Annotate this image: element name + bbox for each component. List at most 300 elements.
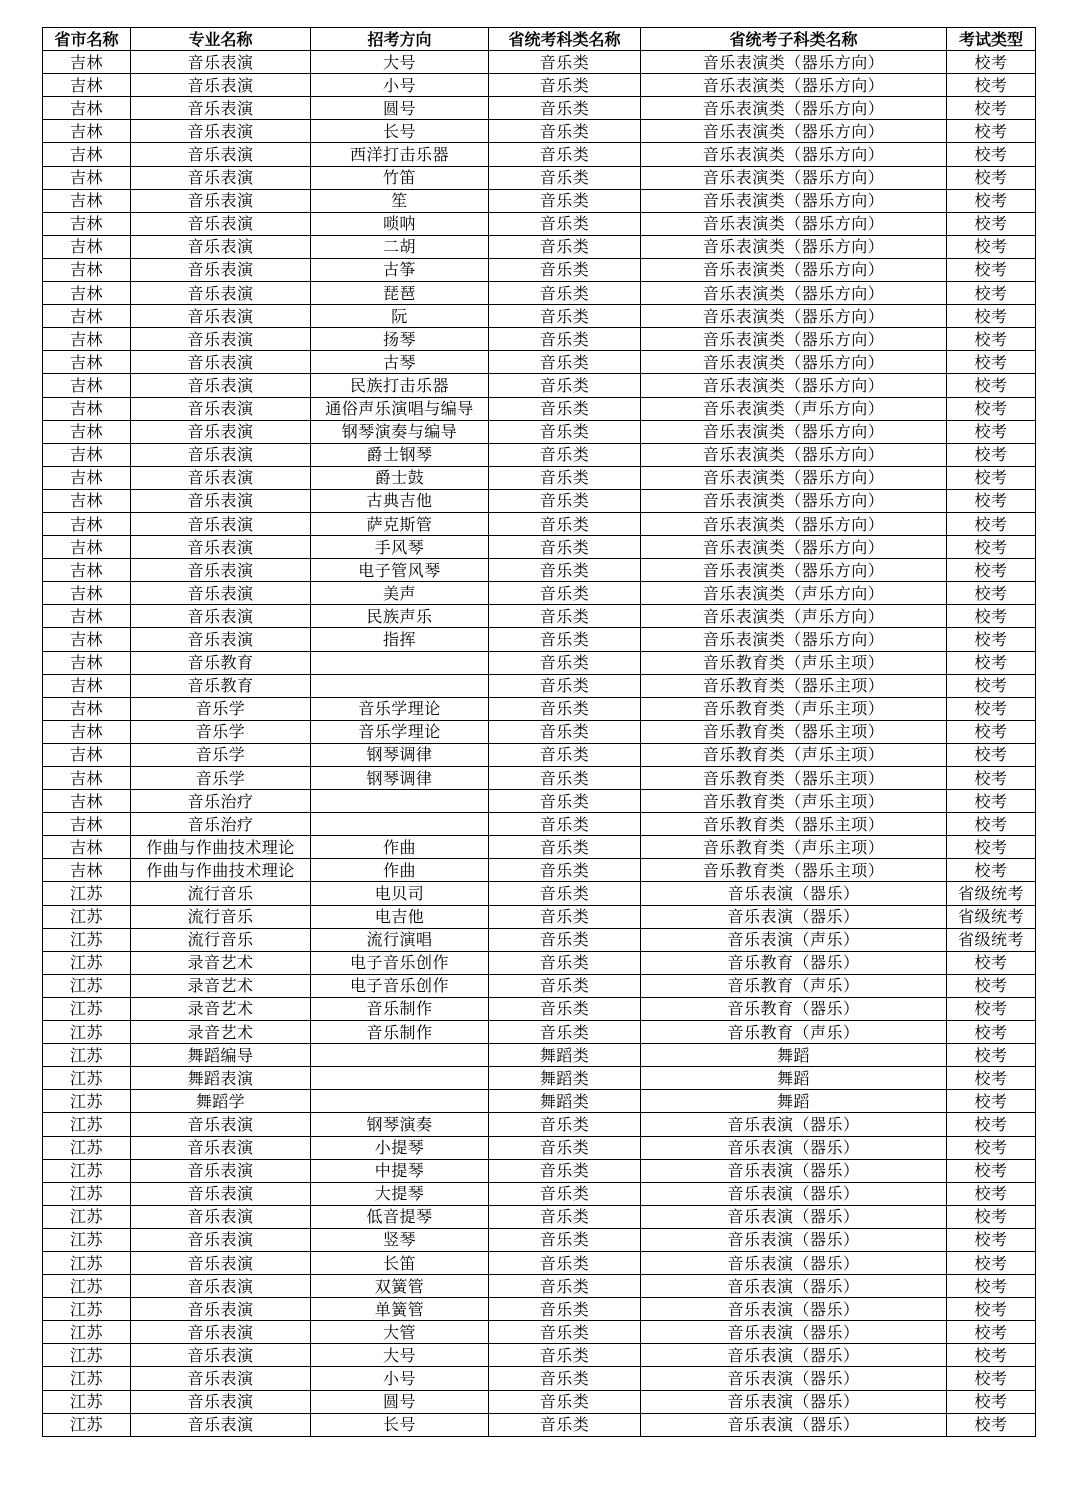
cell-exam-type: 校考 xyxy=(947,1113,1036,1136)
cell-exam-type: 校考 xyxy=(947,767,1036,790)
cell-province: 江苏 xyxy=(43,882,131,905)
cell-exam-subcategory: 音乐表演类（器乐方向） xyxy=(641,235,947,258)
cell-major: 音乐表演 xyxy=(131,420,311,443)
table-row xyxy=(43,882,1036,905)
cell-exam-subcategory: 音乐表演（器乐） xyxy=(641,1136,947,1159)
cell-exam-type: 校考 xyxy=(947,397,1036,420)
table-row xyxy=(43,1390,1036,1413)
table-row xyxy=(43,143,1036,166)
table-row xyxy=(43,1205,1036,1228)
cell-exam-type: 校考 xyxy=(947,582,1036,605)
cell-exam-subcategory: 音乐表演类（器乐方向） xyxy=(641,120,947,143)
cell-major: 音乐表演 xyxy=(131,628,311,651)
cell-exam-category: 音乐类 xyxy=(489,882,641,905)
cell-exam-subcategory: 音乐教育类（器乐主项） xyxy=(641,813,947,836)
cell-exam-subcategory: 音乐表演类（器乐方向） xyxy=(641,143,947,166)
cell-province: 吉林 xyxy=(43,235,131,258)
table-row xyxy=(43,1251,1036,1274)
cell-direction: 小号 xyxy=(311,1367,489,1390)
table-row xyxy=(43,328,1036,351)
cell-direction: 爵士钢琴 xyxy=(311,443,489,466)
cell-major: 音乐表演 xyxy=(131,51,311,74)
cell-exam-category: 音乐类 xyxy=(489,258,641,281)
header-direction: 招考方向 xyxy=(311,28,489,51)
table-row xyxy=(43,282,1036,305)
cell-exam-category: 音乐类 xyxy=(489,1321,641,1344)
cell-province: 吉林 xyxy=(43,397,131,420)
table-row xyxy=(43,235,1036,258)
cell-exam-type: 校考 xyxy=(947,305,1036,328)
cell-major: 音乐表演 xyxy=(131,143,311,166)
cell-exam-category: 音乐类 xyxy=(489,559,641,582)
cell-exam-subcategory: 音乐表演（器乐） xyxy=(641,1344,947,1367)
cell-province: 江苏 xyxy=(43,1344,131,1367)
table-header xyxy=(43,28,1036,51)
cell-province: 江苏 xyxy=(43,1044,131,1067)
cell-direction: 电子音乐创作 xyxy=(311,951,489,974)
cell-province: 吉林 xyxy=(43,374,131,397)
cell-exam-subcategory: 音乐表演类（器乐方向） xyxy=(641,51,947,74)
cell-province: 吉林 xyxy=(43,743,131,766)
cell-exam-category: 音乐类 xyxy=(489,651,641,674)
cell-major: 录音艺术 xyxy=(131,974,311,997)
cell-exam-subcategory: 音乐表演类（器乐方向） xyxy=(641,420,947,443)
header-major: 专业名称 xyxy=(131,28,311,51)
cell-major: 音乐表演 xyxy=(131,1344,311,1367)
cell-province: 吉林 xyxy=(43,605,131,628)
table-row xyxy=(43,674,1036,697)
cell-major: 舞蹈表演 xyxy=(131,1067,311,1090)
cell-major: 音乐表演 xyxy=(131,489,311,512)
cell-province: 吉林 xyxy=(43,97,131,120)
cell-exam-subcategory: 舞蹈 xyxy=(641,1067,947,1090)
cell-exam-category: 音乐类 xyxy=(489,420,641,443)
cell-province: 江苏 xyxy=(43,905,131,928)
cell-exam-subcategory: 音乐表演类（声乐方向） xyxy=(641,397,947,420)
cell-direction: 阮 xyxy=(311,305,489,328)
cell-exam-subcategory: 音乐教育类（声乐主项） xyxy=(641,790,947,813)
cell-direction: 古筝 xyxy=(311,258,489,281)
cell-direction: 萨克斯管 xyxy=(311,512,489,535)
cell-province: 吉林 xyxy=(43,559,131,582)
cell-exam-subcategory: 音乐表演类（器乐方向） xyxy=(641,559,947,582)
cell-exam-subcategory: 音乐教育（器乐） xyxy=(641,951,947,974)
cell-exam-subcategory: 音乐教育类（声乐主项） xyxy=(641,743,947,766)
cell-exam-subcategory: 音乐表演（器乐） xyxy=(641,905,947,928)
cell-major: 音乐表演 xyxy=(131,189,311,212)
cell-direction: 电贝司 xyxy=(311,882,489,905)
cell-exam-category: 音乐类 xyxy=(489,1159,641,1182)
table-row xyxy=(43,512,1036,535)
cell-province: 吉林 xyxy=(43,328,131,351)
cell-exam-category: 音乐类 xyxy=(489,697,641,720)
cell-exam-type: 校考 xyxy=(947,166,1036,189)
cell-province: 吉林 xyxy=(43,720,131,743)
cell-exam-type: 校考 xyxy=(947,466,1036,489)
cell-direction: 大提琴 xyxy=(311,1182,489,1205)
cell-province: 江苏 xyxy=(43,1067,131,1090)
cell-exam-category: 音乐类 xyxy=(489,1136,641,1159)
cell-exam-subcategory: 音乐表演类（器乐方向） xyxy=(641,489,947,512)
cell-major: 音乐表演 xyxy=(131,1251,311,1274)
cell-exam-type: 校考 xyxy=(947,282,1036,305)
table-row xyxy=(43,1136,1036,1159)
table-row xyxy=(43,1298,1036,1321)
cell-exam-subcategory: 音乐表演（器乐） xyxy=(641,1321,947,1344)
cell-province: 吉林 xyxy=(43,189,131,212)
table-row xyxy=(43,605,1036,628)
cell-direction: 钢琴演奏 xyxy=(311,1113,489,1136)
table-row xyxy=(43,1159,1036,1182)
cell-province: 吉林 xyxy=(43,166,131,189)
cell-exam-subcategory: 音乐表演类（器乐方向） xyxy=(641,258,947,281)
cell-direction: 古琴 xyxy=(311,351,489,374)
cell-direction: 中提琴 xyxy=(311,1159,489,1182)
cell-exam-category: 舞蹈类 xyxy=(489,1044,641,1067)
cell-exam-subcategory: 音乐表演（器乐） xyxy=(641,1275,947,1298)
cell-exam-type: 校考 xyxy=(947,1067,1036,1090)
cell-exam-category: 舞蹈类 xyxy=(489,1090,641,1113)
cell-exam-category: 音乐类 xyxy=(489,720,641,743)
cell-province: 江苏 xyxy=(43,1251,131,1274)
cell-exam-subcategory: 音乐表演（器乐） xyxy=(641,1113,947,1136)
cell-major: 音乐学 xyxy=(131,720,311,743)
cell-major: 音乐表演 xyxy=(131,1136,311,1159)
cell-direction: 大号 xyxy=(311,1344,489,1367)
cell-exam-subcategory: 音乐表演（器乐） xyxy=(641,1413,947,1436)
cell-exam-category: 音乐类 xyxy=(489,166,641,189)
cell-exam-subcategory: 音乐表演（器乐） xyxy=(641,1367,947,1390)
cell-exam-category: 音乐类 xyxy=(489,143,641,166)
cell-exam-type: 校考 xyxy=(947,536,1036,559)
cell-major: 音乐教育 xyxy=(131,674,311,697)
cell-direction: 唢呐 xyxy=(311,212,489,235)
cell-exam-subcategory: 音乐表演类（器乐方向） xyxy=(641,305,947,328)
cell-exam-type: 省级统考 xyxy=(947,928,1036,951)
cell-province: 江苏 xyxy=(43,1413,131,1436)
table-row xyxy=(43,813,1036,836)
cell-exam-category: 音乐类 xyxy=(489,351,641,374)
cell-exam-type: 校考 xyxy=(947,1090,1036,1113)
table-row xyxy=(43,928,1036,951)
cell-direction: 圆号 xyxy=(311,97,489,120)
cell-direction: 竹笛 xyxy=(311,166,489,189)
cell-province: 江苏 xyxy=(43,1021,131,1044)
cell-province: 江苏 xyxy=(43,1228,131,1251)
cell-province: 江苏 xyxy=(43,1275,131,1298)
cell-exam-type: 校考 xyxy=(947,974,1036,997)
cell-exam-subcategory: 音乐表演类（器乐方向） xyxy=(641,628,947,651)
cell-direction: 美声 xyxy=(311,582,489,605)
table-row xyxy=(43,743,1036,766)
cell-province: 江苏 xyxy=(43,997,131,1020)
cell-direction: 古典吉他 xyxy=(311,489,489,512)
cell-direction: 电子管风琴 xyxy=(311,559,489,582)
cell-major: 音乐表演 xyxy=(131,397,311,420)
cell-major: 作曲与作曲技术理论 xyxy=(131,859,311,882)
cell-direction: 爵士鼓 xyxy=(311,466,489,489)
cell-exam-type: 校考 xyxy=(947,1367,1036,1390)
cell-exam-type: 校考 xyxy=(947,374,1036,397)
table-row xyxy=(43,905,1036,928)
cell-province: 吉林 xyxy=(43,836,131,859)
cell-direction: 长号 xyxy=(311,1413,489,1436)
cell-exam-type: 校考 xyxy=(947,997,1036,1020)
cell-direction xyxy=(311,1067,489,1090)
cell-major: 音乐表演 xyxy=(131,1390,311,1413)
cell-exam-type: 校考 xyxy=(947,1321,1036,1344)
cell-major: 音乐表演 xyxy=(131,351,311,374)
table-row xyxy=(43,628,1036,651)
cell-exam-type: 校考 xyxy=(947,1044,1036,1067)
cell-direction: 音乐制作 xyxy=(311,997,489,1020)
cell-exam-subcategory: 音乐教育类（声乐主项） xyxy=(641,651,947,674)
cell-province: 吉林 xyxy=(43,420,131,443)
cell-exam-category: 音乐类 xyxy=(489,397,641,420)
cell-exam-category: 音乐类 xyxy=(489,1275,641,1298)
cell-exam-subcategory: 音乐表演类（器乐方向） xyxy=(641,74,947,97)
table-row xyxy=(43,420,1036,443)
cell-exam-category: 音乐类 xyxy=(489,628,641,651)
cell-exam-subcategory: 音乐教育类（声乐主项） xyxy=(641,697,947,720)
cell-province: 吉林 xyxy=(43,536,131,559)
cell-major: 音乐表演 xyxy=(131,235,311,258)
cell-exam-subcategory: 音乐表演（器乐） xyxy=(641,1298,947,1321)
cell-major: 音乐表演 xyxy=(131,74,311,97)
cell-exam-type: 校考 xyxy=(947,489,1036,512)
cell-direction: 指挥 xyxy=(311,628,489,651)
table-row xyxy=(43,1321,1036,1344)
cell-exam-subcategory: 音乐教育类（器乐主项） xyxy=(641,859,947,882)
table-row xyxy=(43,997,1036,1020)
cell-major: 音乐表演 xyxy=(131,1275,311,1298)
cell-direction: 电子音乐创作 xyxy=(311,974,489,997)
cell-major: 音乐教育 xyxy=(131,651,311,674)
table-row xyxy=(43,767,1036,790)
cell-major: 音乐表演 xyxy=(131,166,311,189)
cell-exam-type: 校考 xyxy=(947,697,1036,720)
cell-exam-category: 音乐类 xyxy=(489,536,641,559)
cell-direction: 大号 xyxy=(311,51,489,74)
cell-exam-category: 音乐类 xyxy=(489,1021,641,1044)
cell-major: 音乐表演 xyxy=(131,1159,311,1182)
table-row xyxy=(43,836,1036,859)
cell-major: 音乐表演 xyxy=(131,305,311,328)
cell-major: 音乐表演 xyxy=(131,559,311,582)
cell-exam-category: 音乐类 xyxy=(489,212,641,235)
cell-province: 江苏 xyxy=(43,1298,131,1321)
cell-major: 舞蹈学 xyxy=(131,1090,311,1113)
cell-exam-subcategory: 音乐教育（器乐） xyxy=(641,997,947,1020)
table-row xyxy=(43,1090,1036,1113)
cell-exam-type: 校考 xyxy=(947,258,1036,281)
cell-exam-type: 校考 xyxy=(947,97,1036,120)
cell-major: 音乐表演 xyxy=(131,582,311,605)
cell-exam-category: 音乐类 xyxy=(489,997,641,1020)
cell-exam-category: 音乐类 xyxy=(489,1182,641,1205)
cell-major: 音乐表演 xyxy=(131,212,311,235)
table-row xyxy=(43,305,1036,328)
table-row xyxy=(43,559,1036,582)
cell-direction: 流行演唱 xyxy=(311,928,489,951)
cell-direction: 作曲 xyxy=(311,859,489,882)
cell-province: 吉林 xyxy=(43,282,131,305)
cell-exam-subcategory: 音乐教育类（声乐主项） xyxy=(641,836,947,859)
cell-province: 吉林 xyxy=(43,582,131,605)
cell-direction: 双簧管 xyxy=(311,1275,489,1298)
cell-exam-type: 校考 xyxy=(947,120,1036,143)
cell-exam-type: 校考 xyxy=(947,328,1036,351)
table-row xyxy=(43,120,1036,143)
cell-direction: 作曲 xyxy=(311,836,489,859)
cell-exam-type: 省级统考 xyxy=(947,882,1036,905)
cell-exam-category: 音乐类 xyxy=(489,1367,641,1390)
cell-exam-type: 校考 xyxy=(947,1298,1036,1321)
cell-exam-type: 校考 xyxy=(947,1228,1036,1251)
cell-exam-subcategory: 音乐表演类（器乐方向） xyxy=(641,443,947,466)
cell-province: 江苏 xyxy=(43,1113,131,1136)
cell-direction: 民族打击乐器 xyxy=(311,374,489,397)
header-exam-type: 考试类型 xyxy=(947,28,1036,51)
cell-province: 江苏 xyxy=(43,1367,131,1390)
cell-direction: 手风琴 xyxy=(311,536,489,559)
cell-exam-category: 音乐类 xyxy=(489,97,641,120)
table-row xyxy=(43,1182,1036,1205)
cell-exam-category: 音乐类 xyxy=(489,1113,641,1136)
cell-direction xyxy=(311,1044,489,1067)
cell-major: 音乐表演 xyxy=(131,1182,311,1205)
cell-exam-type: 校考 xyxy=(947,1413,1036,1436)
cell-major: 音乐表演 xyxy=(131,1298,311,1321)
cell-direction: 电吉他 xyxy=(311,905,489,928)
cell-exam-type: 校考 xyxy=(947,235,1036,258)
cell-province: 吉林 xyxy=(43,859,131,882)
cell-exam-type: 校考 xyxy=(947,1021,1036,1044)
cell-major: 音乐表演 xyxy=(131,97,311,120)
table-row xyxy=(43,74,1036,97)
cell-province: 江苏 xyxy=(43,1136,131,1159)
cell-exam-subcategory: 音乐表演（器乐） xyxy=(641,1205,947,1228)
cell-direction: 低音提琴 xyxy=(311,1205,489,1228)
cell-exam-subcategory: 舞蹈 xyxy=(641,1090,947,1113)
cell-exam-category: 音乐类 xyxy=(489,1298,641,1321)
cell-province: 吉林 xyxy=(43,628,131,651)
cell-exam-category: 音乐类 xyxy=(489,282,641,305)
cell-province: 吉林 xyxy=(43,697,131,720)
cell-province: 江苏 xyxy=(43,974,131,997)
admissions-table xyxy=(42,27,1036,1437)
cell-province: 江苏 xyxy=(43,928,131,951)
cell-major: 录音艺术 xyxy=(131,1021,311,1044)
cell-exam-category: 音乐类 xyxy=(489,443,641,466)
cell-exam-type: 校考 xyxy=(947,790,1036,813)
cell-exam-subcategory: 音乐表演（器乐） xyxy=(641,1390,947,1413)
cell-exam-subcategory: 音乐表演类（器乐方向） xyxy=(641,97,947,120)
cell-direction: 通俗声乐演唱与编导 xyxy=(311,397,489,420)
cell-exam-category: 音乐类 xyxy=(489,1251,641,1274)
header-exam-subcategory: 省统考子科类名称 xyxy=(641,28,947,51)
cell-province: 吉林 xyxy=(43,512,131,535)
cell-exam-category: 音乐类 xyxy=(489,974,641,997)
cell-province: 江苏 xyxy=(43,1390,131,1413)
cell-exam-subcategory: 音乐表演（器乐） xyxy=(641,1159,947,1182)
cell-exam-subcategory: 音乐表演（器乐） xyxy=(641,882,947,905)
cell-major: 音乐表演 xyxy=(131,1367,311,1390)
table-row xyxy=(43,258,1036,281)
cell-major: 音乐表演 xyxy=(131,466,311,489)
cell-province: 吉林 xyxy=(43,212,131,235)
cell-exam-category: 音乐类 xyxy=(489,674,641,697)
cell-direction: 音乐学理论 xyxy=(311,697,489,720)
cell-direction: 单簧管 xyxy=(311,1298,489,1321)
cell-major: 录音艺术 xyxy=(131,951,311,974)
table-row xyxy=(43,951,1036,974)
cell-exam-category: 音乐类 xyxy=(489,743,641,766)
cell-direction: 长号 xyxy=(311,120,489,143)
cell-exam-type: 校考 xyxy=(947,420,1036,443)
cell-exam-subcategory: 音乐表演类（器乐方向） xyxy=(641,466,947,489)
cell-direction: 竖琴 xyxy=(311,1228,489,1251)
cell-exam-category: 音乐类 xyxy=(489,905,641,928)
cell-direction: 二胡 xyxy=(311,235,489,258)
table-row xyxy=(43,166,1036,189)
table-row xyxy=(43,374,1036,397)
table-row xyxy=(43,97,1036,120)
cell-exam-type: 校考 xyxy=(947,351,1036,374)
cell-major: 音乐学 xyxy=(131,697,311,720)
cell-major: 音乐表演 xyxy=(131,1321,311,1344)
cell-province: 吉林 xyxy=(43,351,131,374)
cell-exam-type: 校考 xyxy=(947,1159,1036,1182)
table-row xyxy=(43,1113,1036,1136)
cell-exam-subcategory: 音乐表演类（器乐方向） xyxy=(641,512,947,535)
cell-exam-category: 音乐类 xyxy=(489,120,641,143)
table-row xyxy=(43,1021,1036,1044)
cell-direction: 扬琴 xyxy=(311,328,489,351)
cell-direction xyxy=(311,790,489,813)
cell-exam-category: 音乐类 xyxy=(489,951,641,974)
cell-major: 音乐表演 xyxy=(131,120,311,143)
table-row xyxy=(43,51,1036,74)
cell-exam-type: 校考 xyxy=(947,813,1036,836)
cell-exam-type: 校考 xyxy=(947,859,1036,882)
cell-province: 吉林 xyxy=(43,258,131,281)
cell-exam-type: 校考 xyxy=(947,143,1036,166)
cell-province: 吉林 xyxy=(43,305,131,328)
cell-province: 江苏 xyxy=(43,1159,131,1182)
cell-direction: 钢琴调律 xyxy=(311,767,489,790)
cell-major: 音乐表演 xyxy=(131,512,311,535)
cell-exam-category: 音乐类 xyxy=(489,928,641,951)
cell-exam-category: 音乐类 xyxy=(489,790,641,813)
cell-exam-type: 校考 xyxy=(947,836,1036,859)
cell-exam-subcategory: 音乐表演类（器乐方向） xyxy=(641,166,947,189)
table-row xyxy=(43,536,1036,559)
cell-exam-type: 校考 xyxy=(947,51,1036,74)
cell-exam-subcategory: 音乐表演（器乐） xyxy=(641,1228,947,1251)
table-row xyxy=(43,212,1036,235)
cell-direction: 钢琴调律 xyxy=(311,743,489,766)
cell-exam-subcategory: 音乐表演类（器乐方向） xyxy=(641,374,947,397)
cell-direction: 圆号 xyxy=(311,1390,489,1413)
cell-major: 音乐学 xyxy=(131,743,311,766)
cell-exam-type: 校考 xyxy=(947,443,1036,466)
cell-province: 吉林 xyxy=(43,120,131,143)
table-row xyxy=(43,1228,1036,1251)
cell-exam-subcategory: 音乐表演类（器乐方向） xyxy=(641,351,947,374)
cell-exam-type: 校考 xyxy=(947,1251,1036,1274)
cell-major: 音乐表演 xyxy=(131,282,311,305)
